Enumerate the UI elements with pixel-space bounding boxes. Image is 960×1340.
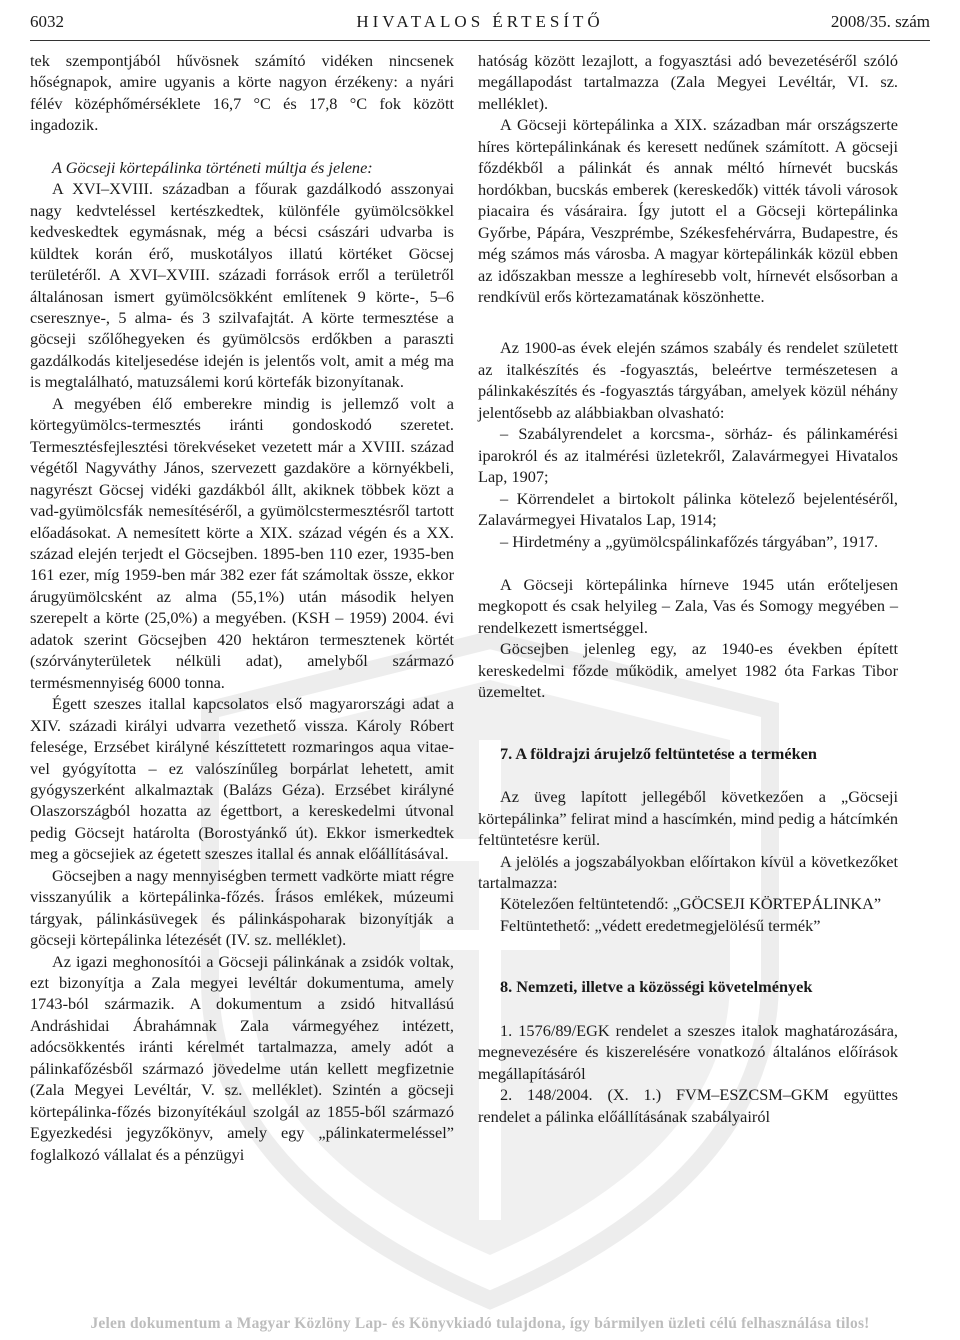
copyright-footer: Jelen dokumentum a Magyar Közlöny Lap- és Könyvkiadó tulajdona, így bármilyen üzleti célú felhasználása tilos! [90,1315,870,1332]
paragraph: 1. 1576/89/EGK rendelet a szeszes italok maghatározására, megnevezésére és kiszerelésére vonatkozó általános előírások megállapításáról [478,1020,898,1083]
paragraph: Göcsejben jelenleg egy, az 1940-es években épített kereskedelmi főzde működik, amelyet 1982 óta Farkas Tibor üzemeltet. [478,639,898,702]
list-item: – Körrendelet a birtokolt pálinka kötelező bejelentéséről, Zalavármegyei Hivatalos Lap, 1914; [478,488,898,530]
paragraph: Az üveg lapított jellegéből következően a „Göcseji körtepálinka” felirat mind a hascímkén, mind pedig a hátcímkén feltüntetésre kerül. [478,787,898,850]
issue-number: 2008/35. szám [830,12,930,31]
section-heading: 8. Nemzeti, illetve a közösségi követelmények [500,977,813,997]
list-item: – Szabályrendelet a korcsma-, sörház- és pálinkamérési iparokról és az italmérési üzletekről, Zalavármegyei Hivatalos Lap, 1907; [478,424,898,487]
paragraph: Az igazi meghonosítói a Göcseji pálinkának a zsidók voltak, ezt bizonyítja a Zala megyei levéltár dokumentuma, amely 1743-ból származik. A dokumentum a zsidó hitvallású Andráshidai Ábrahámnak Zala vármegyéhez intézett, adócsökkentés iránti kérelmét tartalmazza, amely adót a pálinkafőzésből származó jövedelme után kellett megfizetnie (Zala Megyei Levéltár, V. sz. melléklet). Szintén a göcseji körtepálinka-főzés bizonyítékául szolgál az 1855-ből származó Egyezkedési jegyzőkönyv, amely egy „pálinkatermeléssel” foglalkozó vállalat és a pénzügyi [30,951,454,1164]
paragraph: A Göcseji körtepálinka hírneve 1945 után erőteljesen megkopott és csak helyileg – Zala, Vas és Somogy megyében – rendelkezett ismertséggel. [478,574,898,637]
paragraph: hatóság között lezajlott, a fogyasztási adó bevezetéséről szóló megállapodást tartalmazza (Zala Megyei Levéltár, VI. sz. melléklet). [478,51,898,113]
paragraph: A XVI–XVIII. században a főurak gazdálkodó asszonyai nagy kedvteléssel kertészkedtek, különféle gyümölcsökkel kedveskedtek egymásnak, még a bécsi császári udvarba is küldtek korán érő, muskotályos illatú körtéket Göcsej területéről. A XVI–XVIII. századi források erről a területről általánosan ismert gyümölcsökként említenek 9 körte-, 5–6 cseresznye-, 5 alma- és 3 szilvafajtát. A körte termesztése a göcseji szőlőhegyeken és gyümölcsös erdőkben a paraszti gazdálkodás kiteljesedése idején is jelentős volt, amit a még ma is megtalálható, matuzsálemi korú körtefák bizonyítanak. [30,179,454,392]
paragraph: Göcsejben a nagy mennyiségben termett vadkörte miatt régre visszanyúlik a körtepálinka-főzés. Írásos emlékek, múzeumi tárgyak, pálinkásüvegek és pálinkáspoharak bizonyítják a göcseji körtepálinka létezését (IV. sz. melléklet). [30,865,454,950]
paragraph: Feltüntethető: „védett eredetmegjelölésű termék” [500,915,821,935]
paragraph: Kötelezően feltüntetendő: „GÖCSEJI KÖRTEPÁLINKA” [500,894,882,914]
paragraph: A jelölés a jogszabályokban előírtakon kívül a következőket tartalmazza: [478,851,898,892]
page-number: 6032 [30,12,64,31]
section-heading: 7. A földrajzi árujelző feltüntetése a terméken [500,743,817,763]
right-column [478,50,898,1127]
header-divider [30,40,930,41]
paragraph: A megyében élő emberekre mindig is jellemző volt a körtegyümölcs-termesztés iránti gondoskodó szeretet. Termesztésfejlesztési törekvéseket vezetett már a XVIII. század végétől Nagyváthy János, szervezett gazdaköre a környékbeli, nagyrészt Göcsej vidéki gazdákból állt, akiknek többek közt a vad-gyümölcsfák nemesítéséről, a gyümölcstermesztésről tartott előadásokat. A nemesített körte a XIX. század végén és a XX. század elején terjedt el Göcsejben. 1895-ben 110 ezer, 1935-ben 161 ezer, míg 1959-ben már 382 ezer fát számoltak össze, ekkor árugyümölcsként az alma (55,1%) után második helyen szerepelt a körte (25,0%) a megyében. (KSH – 1959) 2004. évi adatok szerint Göcsejben 420 hektáron termesztenek körtét (szórványterületek nélküli adat), amelyből származó termésmennyiség 6000 tonna. [30,393,454,692]
list-item: – Hirdetmény a „gyümölcspálinkafőzés tárgyában”, 1917. [500,531,879,551]
paragraph: A Göcseji körtepálinka a XIX. században már országszerte híres körtepálinkának és keresett nedűnek számított. A göcseji főzdékből a pálinkát és annak méltó hírnevét bucskás hordókban, bucskás emberek (kereskedők) vitték távoli városok piacaira és vásáraira. Így jutott el a Göcseji körtepálinka Győrbe, Pápára, Veszprémbe, Székesfehérvárra, Budapestre, és még számos más városba. A magyar körtepálinkák közül ebben az időszakban messze a leghíresebb volt, hírnevét elsősorban a rendkívül erős körtezamatának köszönhette. [478,115,898,306]
paragraph: Égett szeszes itallal kapcsolatos első magyarországi adat a XIV. századi királyi udvarra vezethető vissza. Károly Róbert felesége, Erzsébet királyné készíttetett rozmaringos aqua vitae-vel gyógyította – ez valószínűleg borpárlat lehetett, amit gyógyszerként alkalmaztak (Balázs Géza). Erzsébet királyné Olaszországból hozatta az égettbort, a kereskedelmi útvonal pedig Göcsejt határolta (Borostyánkő út). Ekkor ismerkedtek meg a göcsejiek az égetett szeszes itallal és annak előállításával. [30,694,454,864]
paragraph: tek szempontjából hűvösnek számító vidéken nincsenek hőségnapok, amire ugyanis a körte nagyon érzékeny: a nyári félév középhőmérséklete 16,7 °C és 17,8 °C fok között ingadozik. [30,51,454,135]
left-column [30,50,454,1165]
paragraph: Az 1900-as évek elején számos szabály és rendelet született az italkészítés és -fogyasztás, beleértve természetesen a pálinkakészítés és -fogyasztás tárgyában, amelyek közül néhány jelentősebb az alábbiakban olvasható: [478,338,898,422]
publication-title: HIVATALOS ÉRTESÍTŐ [356,12,604,31]
page-header [30,8,930,36]
paragraph: 2. 148/2004. (X. 1.) FVM–ESZCSM–GKM együttes rendelet a pálinka előállításának szabályairól [478,1085,898,1126]
section-title: A Göcseji körtepálinka történeti múltja és jelene: [52,157,373,177]
